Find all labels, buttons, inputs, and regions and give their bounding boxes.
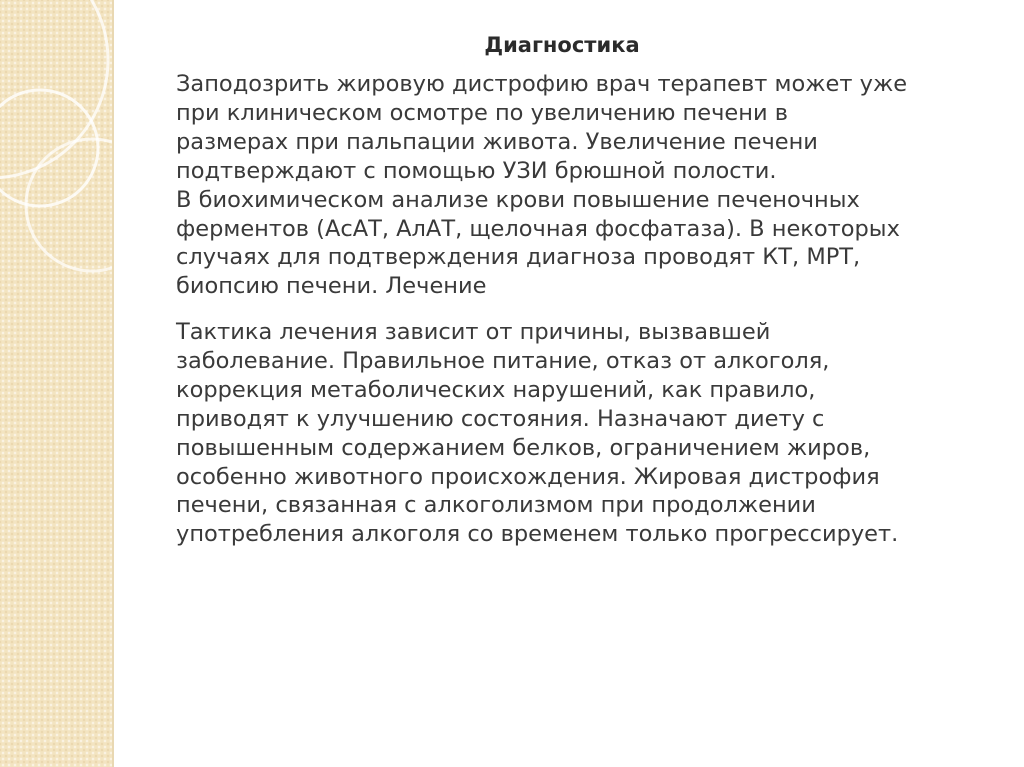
side-divider — [112, 0, 114, 767]
text-line: случаях для подтверждения диагноза проводят КТ, МРТ, — [176, 244, 861, 271]
text-line: ферментов (АсАТ, АлАТ, щелочная фосфатаза). В некоторых — [176, 215, 900, 242]
text-line: печени, связанная с алкоголизмом при продолжении — [176, 492, 816, 519]
text-line: подтверждают с помощью УЗИ брюшной полости. — [176, 157, 777, 184]
slide-title: Диагностика — [484, 33, 640, 57]
text-line: биопсию печени. Лечение — [176, 273, 487, 300]
paragraph-treatment — [176, 318, 1006, 549]
text-line: Тактика лечения зависит от причины, вызвавшей — [176, 319, 771, 345]
decorative-ring-medium — [0, 90, 98, 206]
text-line: употребления алкоголя со временем только прогрессирует. — [176, 521, 899, 548]
text-line: размерах при пальпации живота. Увеличение печени — [176, 128, 818, 155]
paragraph-diagnosis — [176, 70, 1006, 301]
decorative-side-panel — [0, 0, 112, 767]
text-line: приводят к улучшению состояния. Назначают диету с — [176, 405, 825, 432]
text-line: В биохимическом анализе крови повышение печеночных — [176, 186, 860, 213]
text-line: повышенным содержанием белков, ограничением жиров, — [176, 434, 871, 461]
text-line: заболевание. Правильное питание, отказ от алкоголя, — [176, 347, 830, 374]
text-line: особенно животного происхождения. Жировая дистрофия — [176, 463, 880, 490]
text-line: коррекция метаболических нарушений, как правило, — [176, 376, 816, 403]
text-line: Заподозрить жировую дистрофию врач терапевт может уже — [176, 71, 908, 97]
text-line: при клиническом осмотре по увеличению печени в — [176, 99, 788, 126]
